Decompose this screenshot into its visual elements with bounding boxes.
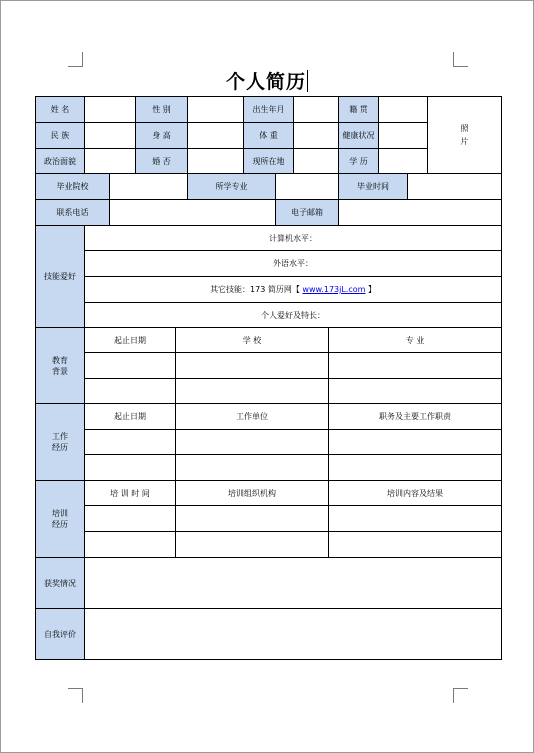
political-field[interactable] <box>85 149 136 174</box>
training-col-org: 培训组织机构 <box>176 481 329 506</box>
work-cell[interactable] <box>329 430 502 455</box>
title-text: 个人简历 <box>225 71 306 93</box>
residence-field[interactable] <box>294 149 339 174</box>
photo-label-2: 片 <box>460 137 469 146</box>
training-cell[interactable] <box>176 532 329 558</box>
crop-mark-bottom-left <box>68 688 83 703</box>
political-label: 政治面貌 <box>36 149 85 174</box>
education-field[interactable] <box>379 149 428 174</box>
computer-skill-line[interactable]: 计算机水平： <box>85 226 502 251</box>
health-field[interactable] <box>379 123 428 149</box>
work-section-label-1: 工作 <box>52 432 68 441</box>
gender-field[interactable] <box>188 97 244 123</box>
email-field[interactable] <box>339 200 502 226</box>
work-cell[interactable] <box>85 430 176 455</box>
native-field[interactable] <box>379 97 428 123</box>
awards-field[interactable] <box>85 558 502 609</box>
other-skill-prefix: 其它技能：173 简历网【 <box>210 285 303 294</box>
training-cell[interactable] <box>329 532 502 558</box>
training-section-label <box>36 481 85 558</box>
language-skill-line[interactable]: 外语水平： <box>85 251 502 277</box>
education-section-label <box>36 328 85 404</box>
ethnic-label: 民 族 <box>36 123 85 149</box>
work-section-label <box>36 404 85 481</box>
grad-time-label: 毕业时间 <box>339 174 408 200</box>
document-title[interactable] <box>0 67 534 94</box>
text-cursor <box>307 70 308 92</box>
crop-mark-bottom-right <box>453 688 468 703</box>
edu-cell[interactable] <box>329 379 502 404</box>
self-eval-field[interactable] <box>85 609 502 660</box>
major-field[interactable] <box>276 174 339 200</box>
work-cell[interactable] <box>329 455 502 481</box>
education-label: 学 历 <box>339 149 379 174</box>
training-section-label-2: 经历 <box>52 520 68 529</box>
school-field[interactable] <box>110 174 188 200</box>
other-skill-suffix: 】 <box>365 285 376 294</box>
training-cell[interactable] <box>329 506 502 532</box>
work-col-duties: 职务及主要工作职责 <box>329 404 502 430</box>
gender-label: 性 别 <box>136 97 188 123</box>
height-field[interactable] <box>188 123 244 149</box>
training-col-time: 培 训 时 间 <box>85 481 176 506</box>
grad-time-field[interactable] <box>408 174 502 200</box>
phone-label: 联系电话 <box>36 200 110 226</box>
skills-label: 技能爱好 <box>36 226 85 328</box>
training-cell[interactable] <box>85 506 176 532</box>
crop-mark-top-left <box>68 52 83 67</box>
weight-label: 体 重 <box>244 123 294 149</box>
name-field[interactable] <box>85 97 136 123</box>
birth-label: 出生年月 <box>244 97 294 123</box>
hobbies-line[interactable]: 个人爱好及特长： <box>85 303 502 328</box>
work-col-dates: 起止日期 <box>85 404 176 430</box>
health-label: 健康状况 <box>339 123 379 149</box>
education-section-label-2: 背景 <box>52 366 68 376</box>
edu-col-dates: 起止日期 <box>85 328 176 353</box>
edu-cell[interactable] <box>176 353 329 379</box>
education-section-label-1: 教育 <box>52 355 68 365</box>
edu-cell[interactable] <box>176 379 329 404</box>
edu-col-school: 学 校 <box>176 328 329 353</box>
work-cell[interactable] <box>85 455 176 481</box>
crop-mark-top-right <box>453 52 468 67</box>
native-label: 籍 贯 <box>339 97 379 123</box>
website-link[interactable]: www.173jL.com <box>302 285 366 294</box>
edu-cell[interactable] <box>329 353 502 379</box>
birth-field[interactable] <box>294 97 339 123</box>
work-col-employer: 工作单位 <box>176 404 329 430</box>
height-label: 身 高 <box>136 123 188 149</box>
work-cell[interactable] <box>176 455 329 481</box>
name-label: 姓 名 <box>36 97 85 123</box>
major-label: 所学专业 <box>188 174 276 200</box>
weight-field[interactable] <box>294 123 339 149</box>
school-label: 毕业院校 <box>36 174 110 200</box>
awards-label: 获奖情况 <box>36 558 85 609</box>
training-cell[interactable] <box>85 532 176 558</box>
training-section-label-1: 培训 <box>52 509 68 518</box>
other-skill-line[interactable] <box>85 277 502 303</box>
resume-table <box>35 96 502 660</box>
phone-field[interactable] <box>110 200 276 226</box>
residence-label: 现所在地 <box>244 149 294 174</box>
edu-cell[interactable] <box>85 353 176 379</box>
self-eval-label: 自我评价 <box>36 609 85 660</box>
email-label: 电子邮箱 <box>276 200 339 226</box>
work-cell[interactable] <box>176 430 329 455</box>
marital-label: 婚 否 <box>136 149 188 174</box>
edu-cell[interactable] <box>85 379 176 404</box>
ethnic-field[interactable] <box>85 123 136 149</box>
photo-label-1: 照 <box>460 124 469 133</box>
photo-area[interactable] <box>428 97 502 174</box>
training-col-result: 培训内容及结果 <box>329 481 502 506</box>
edu-col-major: 专 业 <box>329 328 502 353</box>
marital-field[interactable] <box>188 149 244 174</box>
training-cell[interactable] <box>176 506 329 532</box>
work-section-label-2: 经历 <box>52 443 68 452</box>
